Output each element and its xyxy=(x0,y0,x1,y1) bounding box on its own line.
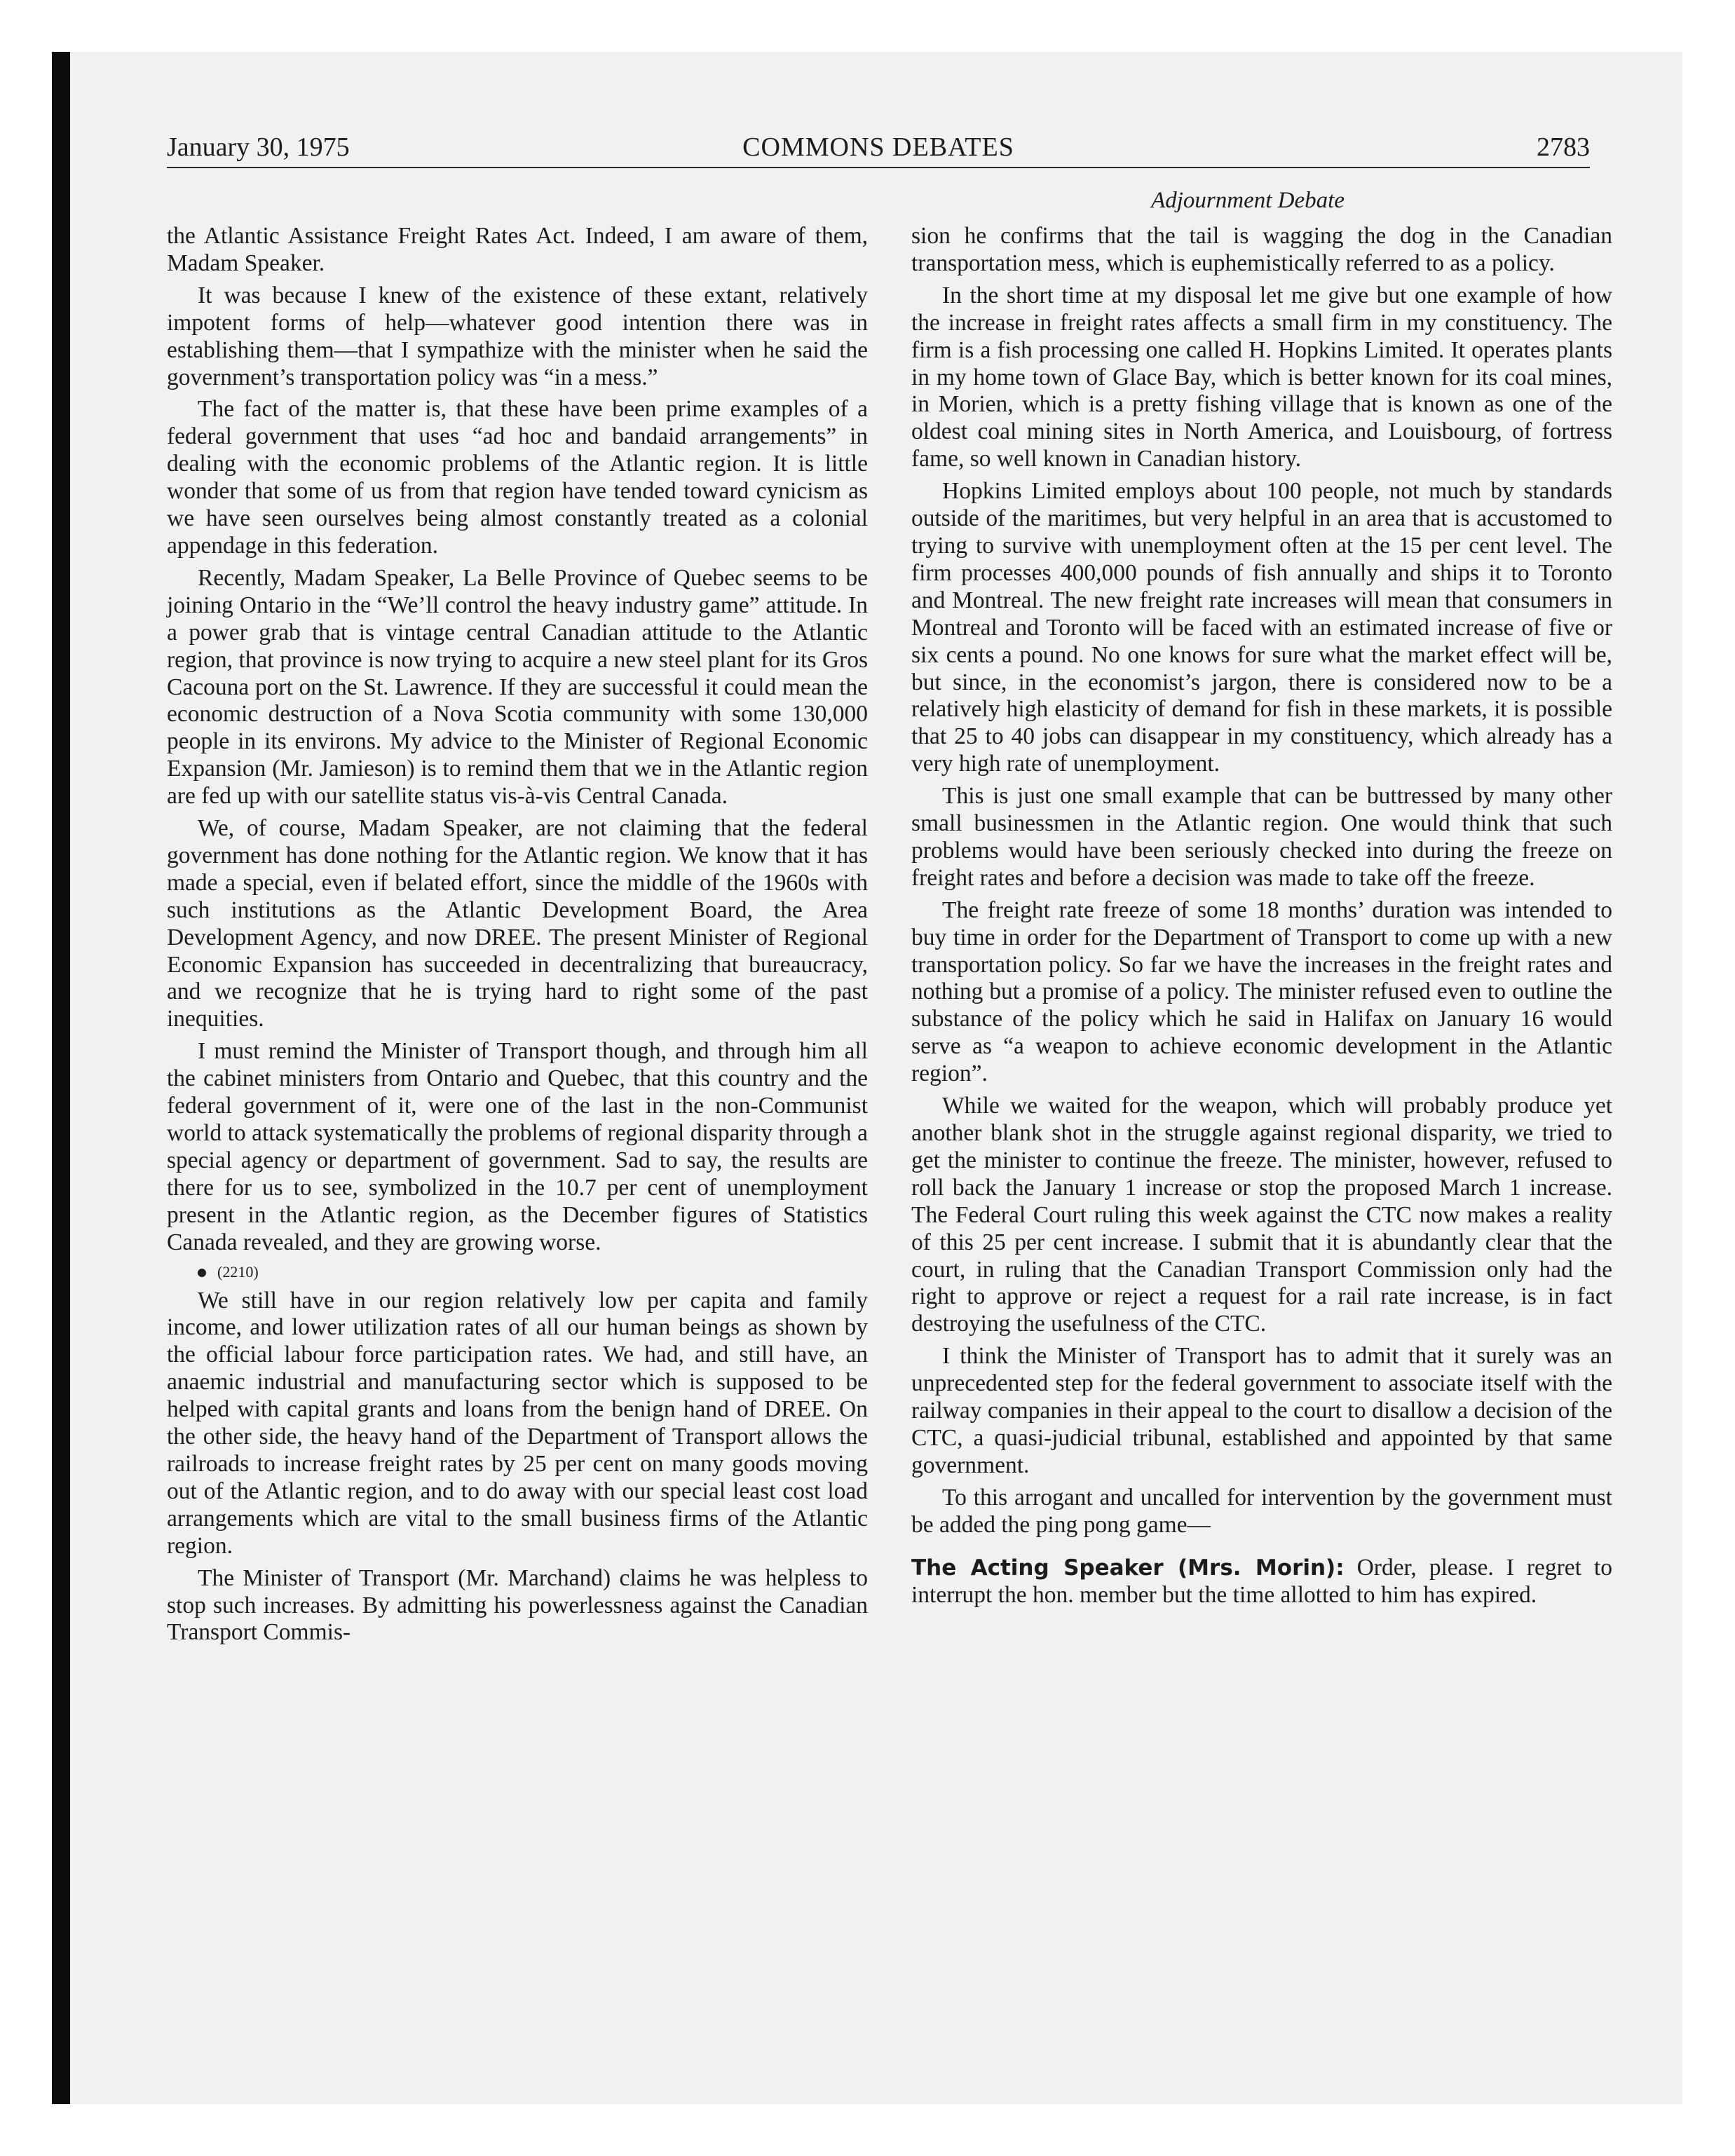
left-column xyxy=(167,223,868,1651)
paragraph: The freight rate freeze of some 18 months’ duration was intended to buy time in order for the Department of Transport to come up with a new transportation policy. So far we have the increases in the freight rates and nothing but a promise of a policy. The minister refused even to outline the substance of the policy which he said in Halifax on January 16 would serve as “a weapon to achieve economic development in the Atlantic region”. xyxy=(911,896,1612,1087)
time-marker xyxy=(167,1262,868,1283)
paragraph: I think the Minister of Transport has to admit that it surely was an unprecedented step for the federal government to associate itself with the railway companies in their appeal to the court to disallow a decision of the CTC, a quasi-judicial tribunal, established and appointed by that same government. xyxy=(911,1343,1612,1478)
paragraph: It was because I knew of the existence of these extant, relatively impotent forms of help—whatever good intention there was in establishing them—that I sympathize with the minister when he said the government’s transportation policy was “in a mess.” xyxy=(167,282,868,390)
paragraph: We, of course, Madam Speaker, are not claiming that the federal government has done nothing for the Atlantic region. We know that it has made a special, even if belated effort, since the middle of the 1960s with such institutions as the Atlantic Development Board, the Area Development Agency, and now DREE. The present Minister of Regional Economic Expansion has succeeded in decentralizing that bureaucracy, and we recognize that he is trying hard to right some of the past inequities. xyxy=(167,815,868,1032)
paragraph: This is just one small example that can be buttressed by many other small businessmen in the Atlantic region. One would think that such problems would have been seriously checked into during the freeze on freight rates and before a decision was made to take off the freeze. xyxy=(911,783,1612,891)
paragraph: the Atlantic Assistance Freight Rates Act. Indeed, I am aware of them, Madam Speaker. xyxy=(167,223,868,276)
paragraph: The fact of the matter is, that these have been prime examples of a federal government that uses “ad hoc and bandaid arrangements” in dealing with the economic problems of the Atlantic region. It is little wonder that some of us from that region have tended toward cynicism as we have seen ourselves being almost constantly treated as a colonial appendage in this federation. xyxy=(167,396,868,559)
time-marker-label: (2210) xyxy=(217,1262,259,1281)
paragraph: In the short time at my disposal let me give but one example of how the increase in freight rates affects a small firm in my constituency. The firm is a fish processing one called H. Hopkins Limited. It operates plants in my home town of Glace Bay, which is better known for its coal mines, in Morien, which is a pretty fishing village that is known as one of the oldest coal mining sites in North America, and Louisbourg, of fortress fame, so well known in Canadian history. xyxy=(911,282,1612,472)
bullet-icon xyxy=(198,1269,206,1277)
paragraph: I must remind the Minister of Transport though, and through him all the cabinet ministers from Ontario and Quebec, that this country and the federal government of it, were one of the last in the non-Communist world to attack systematically the problems of regional disparity through a special agency or department of government. Sad to say, the results are there for us to see, symbolized in the 10.7 per cent of unemployment present in the Atlantic region, as the December figures of Statistics Canada revealed, and they are growing worse. xyxy=(167,1038,868,1255)
header-page-number: 2783 xyxy=(1537,132,1590,162)
paragraph: Hopkins Limited employs about 100 people, not much by standards outside of the maritimes, but very helpful in an area that is accustomed to trying to survive with unemployment often at the 15 per cent level. The firm processes 400,000 pounds of fish annually and ships it to Toronto and Montreal. The new freight rate increases will mean that consumers in Montreal and Toronto will be faced with an estimated increase of five or six cents a pound. No one knows for sure what the market effect will be, but since, in the economist’s jargon, there is considered now to be a relatively high elasticity of demand for fish in these markets, it is possible that 25 to 40 jobs can disappear in my constituency, which already has a very high rate of unemployment. xyxy=(911,478,1612,777)
paragraph: sion he confirms that the tail is wagging the dog in the Canadian transportation mess, which is euphemistically referred to as a policy. xyxy=(911,223,1612,276)
section-label: Adjournment Debate xyxy=(1151,188,1345,213)
header-title: COMMONS DEBATES xyxy=(742,132,1014,162)
paragraph: The Minister of Transport (Mr. Marchand) claims he was helpless to stop such increases. By admitting his powerlessness against the Canadian Transport Commis- xyxy=(167,1564,868,1646)
header-date: January 30, 1975 xyxy=(167,132,350,162)
speech-text: Order, please. I regret to interrupt the hon. member but the time allotted to him has expired. xyxy=(911,1554,1612,1608)
header-rule xyxy=(167,167,1590,168)
right-column xyxy=(911,223,1612,1613)
paragraph: To this arrogant and uncalled for intervention by the government must be added the ping pong game— xyxy=(911,1484,1612,1538)
paragraph: While we waited for the weapon, which will probably produce yet another blank shot in the struggle against regional disparity, we tried to get the minister to continue the freeze. The minister, however, refused to roll back the January 1 increase or stop the proposed March 1 increase. The Federal Court ruling this week against the CTC now makes a reality of this 25 per cent increase. I submit that it is abundantly clear that the court, in ruling that the Canadian Transport Commission only had the right to approve or reject a request for a rail rate increase, is in fact destroying the usefulness of the CTC. xyxy=(911,1093,1612,1337)
paragraph: We still have in our region relatively low per capita and family income, and lower utilization rates of all our human beings as shown by the official labour force participation rates. We had, and still have, an anaemic industrial and manufacturing sector which is supposed to be helped with capital grants and loans from the benign hand of DREE. On the other side, the heavy hand of the Department of Transport allows the railroads to increase freight rates by 25 per cent on many goods moving out of the Atlantic region, and to do away with our special least cost load arrangements which are vital to the small business firms of the Atlantic region. xyxy=(167,1287,868,1559)
speaker-paragraph xyxy=(911,1555,1612,1609)
speaker-name: The Acting Speaker (Mrs. Morin): xyxy=(911,1555,1345,1581)
page-header xyxy=(167,130,1590,167)
paragraph: Recently, Madam Speaker, La Belle Province of Quebec seems to be joining Ontario in the “We’ll control the heavy industry game” attitude. In a power grab that is vintage central Canadian attitude to the Atlantic region, that province is now trying to acquire a new steel plant for its Gros Cacouna port on the St. Lawrence. If they are successful it could mean the economic destruction of a Nova Scotia community with some 130,000 people in its environs. My advice to the Minister of Regional Economic Expansion (Mr. Jamieson) is to remind them that we in the Atlantic region are fed up with our satellite status vis-à-vis Central Canada. xyxy=(167,564,868,810)
